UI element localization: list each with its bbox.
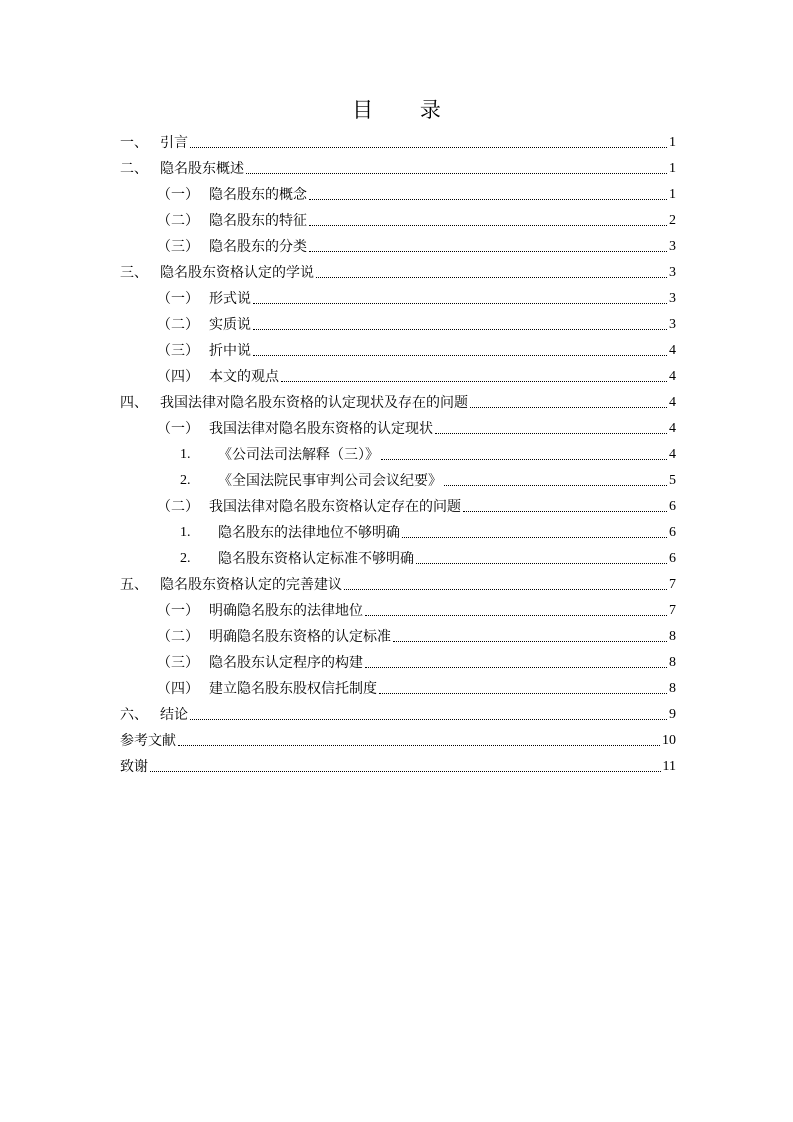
toc-entry-number: （二） <box>157 317 199 333</box>
toc-entry-title: 明确隐名股东的法律地位 <box>209 603 363 619</box>
dot-leader <box>246 172 667 174</box>
toc-entry-number: 六、 <box>120 707 148 723</box>
toc-entry-title: 《公司法司法解释（三）》 <box>218 447 379 463</box>
toc-entry-page-number: 4 <box>669 395 676 410</box>
toc-entry-page-number: 6 <box>669 525 676 540</box>
toc-entry-number: 五、 <box>120 577 148 593</box>
table-of-contents <box>120 126 676 776</box>
dot-leader <box>393 640 667 642</box>
toc-entry-title: 隐名股东资格认定标准不够明确 <box>218 551 414 567</box>
dot-leader <box>253 328 667 330</box>
toc-entry[interactable] <box>120 126 676 152</box>
toc-entry-number: （三） <box>157 239 199 255</box>
dot-leader <box>316 276 667 278</box>
dot-leader <box>402 536 667 538</box>
toc-entry-number: （一） <box>157 603 199 619</box>
toc-entry-title: 隐名股东资格认定的完善建议 <box>160 577 342 593</box>
toc-entry-page-number: 11 <box>662 759 676 774</box>
dot-leader <box>435 432 667 434</box>
toc-entry-page-number: 6 <box>669 499 676 514</box>
toc-entry[interactable] <box>120 464 676 490</box>
toc-entry[interactable] <box>120 724 676 750</box>
dot-leader <box>281 380 667 382</box>
toc-entry-page-number: 7 <box>669 603 676 618</box>
toc-entry-title: 隐名股东概述 <box>160 161 244 177</box>
toc-entry[interactable] <box>120 334 676 360</box>
toc-entry-number: （三） <box>157 655 199 671</box>
toc-entry[interactable] <box>120 178 676 204</box>
toc-entry[interactable] <box>120 360 676 386</box>
toc-entry-page-number: 7 <box>669 577 676 592</box>
toc-entry-page-number: 8 <box>669 629 676 644</box>
toc-entry-number: （一） <box>157 421 199 437</box>
toc-entry[interactable] <box>120 490 676 516</box>
toc-entry[interactable] <box>120 230 676 256</box>
toc-entry[interactable] <box>120 750 676 776</box>
toc-entry-title: 参考文献 <box>120 733 176 749</box>
toc-entry-title: 隐名股东认定程序的构建 <box>209 655 363 671</box>
toc-entry-number: （二） <box>157 499 199 515</box>
toc-entry-page-number: 4 <box>669 343 676 358</box>
toc-entry-page-number: 8 <box>669 655 676 670</box>
dot-leader <box>190 146 667 148</box>
toc-entry-title: 致谢 <box>120 759 148 775</box>
toc-entry-title: 《全国法院民事审判公司会议纪要》 <box>218 473 442 489</box>
dot-leader <box>365 666 667 668</box>
toc-title: 目 录 <box>352 98 461 122</box>
toc-entry-title: 我国法律对隐名股东资格的认定现状 <box>209 421 433 437</box>
dot-leader <box>463 510 667 512</box>
toc-entry-title: 结论 <box>160 707 188 723</box>
dot-leader <box>190 718 667 720</box>
toc-entry-title: 隐名股东的法律地位不够明确 <box>218 525 400 541</box>
toc-entry-page-number: 2 <box>669 213 676 228</box>
toc-entry-number: （四） <box>157 681 199 697</box>
toc-entry[interactable] <box>120 438 676 464</box>
toc-entry-title: 隐名股东的分类 <box>209 239 307 255</box>
toc-entry[interactable] <box>120 204 676 230</box>
toc-entry[interactable] <box>120 152 676 178</box>
toc-entry-title: 我国法律对隐名股东资格的认定现状及存在的问题 <box>160 395 468 411</box>
toc-entry-title: 本文的观点 <box>209 369 279 385</box>
dot-leader <box>309 250 667 252</box>
toc-entry-title: 形式说 <box>209 291 251 307</box>
toc-entry-page-number: 1 <box>669 161 676 176</box>
toc-entry-page-number: 4 <box>669 447 676 462</box>
toc-entry-title: 建立隐名股东股权信托制度 <box>209 681 377 697</box>
dot-leader <box>253 302 667 304</box>
dot-leader <box>444 484 667 486</box>
toc-entry-page-number: 4 <box>669 369 676 384</box>
toc-entry[interactable] <box>120 568 676 594</box>
dot-leader <box>365 614 667 616</box>
toc-entry-title: 隐名股东资格认定的学说 <box>160 265 314 281</box>
toc-entry-number: 2. <box>180 551 191 566</box>
toc-entry-page-number: 9 <box>669 707 676 722</box>
dot-leader <box>178 744 660 746</box>
toc-entry-page-number: 1 <box>669 135 676 150</box>
toc-entry-number: 1. <box>180 447 191 462</box>
dot-leader <box>150 770 661 772</box>
toc-entry[interactable] <box>120 412 676 438</box>
dot-leader <box>416 562 667 564</box>
toc-entry[interactable] <box>120 542 676 568</box>
toc-entry-number: （二） <box>157 629 199 645</box>
toc-entry-page-number: 3 <box>669 317 676 332</box>
toc-entry-number: （一） <box>157 291 199 307</box>
dot-leader <box>253 354 667 356</box>
toc-entry-title: 明确隐名股东资格的认定标准 <box>209 629 391 645</box>
toc-entry-page-number: 3 <box>669 239 676 254</box>
toc-entry-number: 1. <box>180 525 191 540</box>
dot-leader <box>309 224 667 226</box>
toc-entry[interactable] <box>120 308 676 334</box>
toc-entry[interactable] <box>120 620 676 646</box>
toc-entry-number: 四、 <box>120 395 148 411</box>
toc-entry-page-number: 3 <box>669 265 676 280</box>
toc-entry[interactable] <box>120 594 676 620</box>
toc-entry-number: （四） <box>157 369 199 385</box>
toc-entry-page-number: 6 <box>669 551 676 566</box>
toc-entry-page-number: 10 <box>662 733 676 748</box>
toc-entry-number: （三） <box>157 343 199 359</box>
dot-leader <box>379 692 667 694</box>
dot-leader <box>381 458 667 460</box>
toc-entry-title: 实质说 <box>209 317 251 333</box>
toc-entry[interactable] <box>120 672 676 698</box>
dot-leader <box>470 406 667 408</box>
toc-entry-number: 二、 <box>120 161 148 177</box>
dot-leader <box>309 198 667 200</box>
toc-entry-title: 引言 <box>160 135 188 151</box>
toc-entry[interactable] <box>120 516 676 542</box>
toc-entry-number: 2. <box>180 473 191 488</box>
toc-entry-title: 折中说 <box>209 343 251 359</box>
toc-entry[interactable] <box>120 282 676 308</box>
toc-entry[interactable] <box>120 256 676 282</box>
toc-entry-page-number: 4 <box>669 421 676 436</box>
toc-entry-title: 隐名股东的特征 <box>209 213 307 229</box>
toc-entry-page-number: 3 <box>669 291 676 306</box>
dot-leader <box>344 588 667 590</box>
toc-entry[interactable] <box>120 386 676 412</box>
toc-entry-title: 我国法律对隐名股东资格认定存在的问题 <box>209 499 461 515</box>
toc-entry-number: （一） <box>157 187 199 203</box>
toc-entry-number: 三、 <box>120 265 148 281</box>
toc-entry-page-number: 8 <box>669 681 676 696</box>
toc-entry-title: 隐名股东的概念 <box>209 187 307 203</box>
toc-entry-number: 一、 <box>120 135 148 151</box>
toc-entry[interactable] <box>120 646 676 672</box>
toc-entry-page-number: 5 <box>669 473 676 488</box>
toc-entry-page-number: 1 <box>669 187 676 202</box>
toc-entry-number: （二） <box>157 213 199 229</box>
toc-entry[interactable] <box>120 698 676 724</box>
